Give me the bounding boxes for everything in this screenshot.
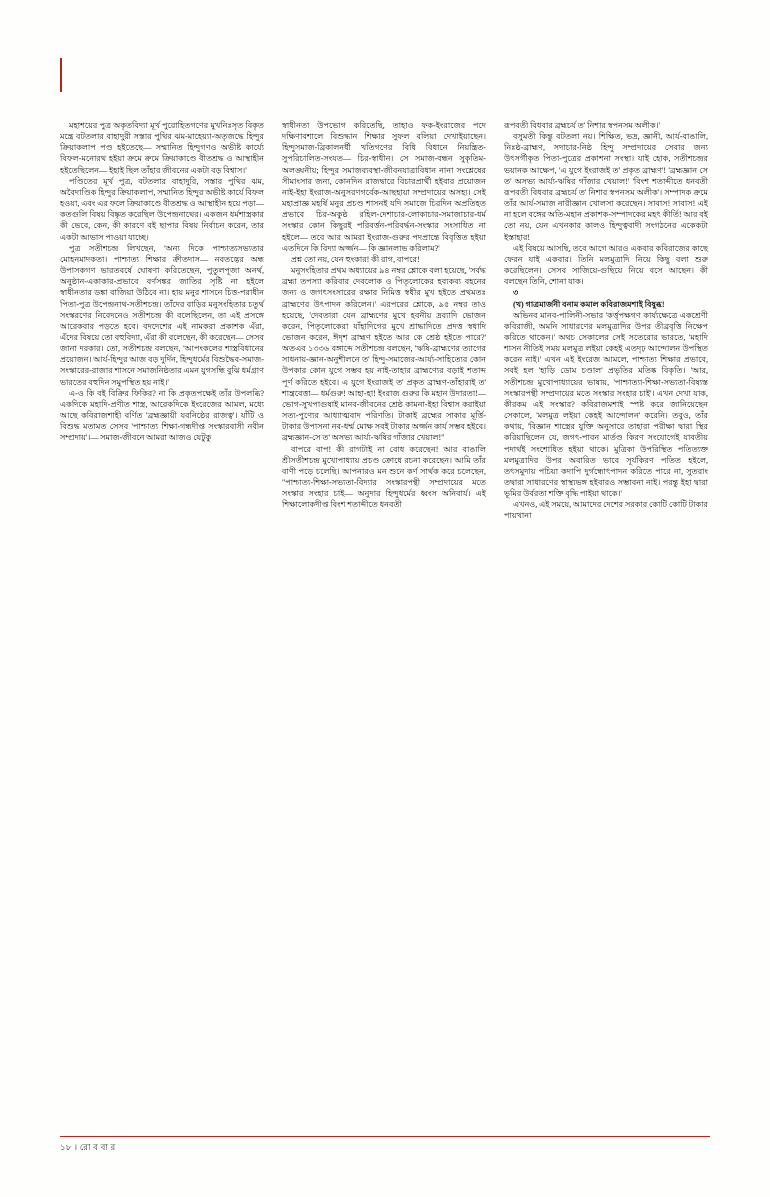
paragraph: এখনও, এই সময়ে, আমাদের দেশের সরকার কোটি কোটি টাকার পায়খানা bbox=[504, 500, 708, 521]
paragraph: স্বাধীনতা উপভোগ করিতেছি, তাহাও ফক-ইংরাজের পদে দক্ষিণাবশালে বিশুদ্ধান শিক্ষার সুফল বলিয়া দেখাইয়াছেন। হিন্দুসমাজ-ব্রিকালনর্ধী খতিগণের বিধি বিধানে নিয়ন্ত্রিত-সুপরিচালিত-সংযত— চির-স্বাধীন। সে সমাজ-বন্ধন সুকৃতিম-অলঙ্ঘনীয়; হিন্দুর সমাজব্যবস্থা-জীবনযাত্রাবিধান নানা সংশ্লেষের সীমাংসার জন্য, কোনদিন রাজদ্বারে বিচারপ্রার্থী হইবার প্রয়োজন নাই-ইহা ইংরাজ-অনুসরণগর্বেক-আছহায়া সম্প্রদায়ের অসহ্য। সেই মহাপ্রাজ্ঞ মহর্ষি মনুর প্রচণ্ড শাসনই যদি সমাজে চিরদিন অপ্রতিহত প্রভাবে চির-অকুষ্ঠ রহিল-দেশাচার-লোকাচার-সমাজাচার-ধর্ম সংস্কার কোন কিছুরই পরিবর্ত্তন-পরিবর্দ্ধন-সংস্কার সংসাধিত না হইলে— তবে আর আমরা ইংরাজ-গুরুর পদপ্রান্তে বিবৃত্তিত হইয়া এতদিনে কি বিদ্যা অর্জ্জন— কি জ্ঞানলাভ করিলাম?' bbox=[282, 121, 486, 253]
text-column-3 bbox=[504, 120, 708, 1120]
paragraph: প্রশ্ন তো নয়, যেন হুংকার! কী রাগ, বাপরে! bbox=[291, 254, 420, 264]
paragraph: পুত্র সতীশচন্দ্র লিখছেন, 'অন্য দিকে পাশ্চাত্যসভ্যতার মোহনমাদকতা। পাশ্চাত্য শিক্ষার ক্রীতদাস— নবতদ্ভের অন্ধ উপাসকগণ ভারতবর্ষে ঘোষণা করিতেছেন, পুতুলপূজা অনর্থ, অনুষ্ঠান-একাকার-প্রভাবে বর্ণসঙ্কর জাতির সৃষ্টি না হইলে স্বাধীনতার ডঙ্কা বাজিয়া উঠিবে না। হায় মনুর শাসনে চিত্ত-পরাধীন পিতা-পুত্র উপেন্দ্রনাথ-সতীশচন্দ্র। তাঁদের বাড়ির মনুসংহিতার চতুর্থ সংস্করণের নিবেদনেও সতীশচন্দ্র কী বলেছিলেন, তা এই প্রসঙ্গে আরেকবার পড়তে হবে। বদদেশের এই নামকরা প্রকাশক এঁরা, এঁদের বিষয়ে তো বহুবিদ্যা, এঁরা কী বলেছেন, কী করেছেন— সেসব জানা দরকার। তো, সতীশচন্দ্র বলছেন, 'আপংকলের শাস্ত্রবিধানের প্রয়োজন। আর্য-হিন্দুর আজ বড় দুর্দিন, হিন্দুধর্মের বিশুদ্ধৈব-সমাজ-সংস্কারের-রাজার শাসনে সমাজনিষ্ঠতার এমন যুগসন্ধি বুঝি ধর্মগ্রাণ ভারতের বহুদিন সমুপস্থিত হয় নাই।' bbox=[60, 243, 264, 387]
text-column-2 bbox=[282, 120, 486, 1120]
article-columns bbox=[60, 120, 710, 1120]
paragraph: এ-ও কি বই বিক্রির ফিকির? না কি প্রকৃতপক্ষেই তাঁর উপলব্ধি? একদিকে মহাদি-প্রণীত শাস্ত্র, আরেকদিকে ইংরেজের আমল, মধ্যে আছে কবিরাজশাহী বর্ণিত 'ব্রহ্মজ্ঞায়ী যবনিষ্ঠের রাজত্ব'। যাঁটি ও বিশুদ্ধ মতামত সেসব 'পাশ্চাত্য শিক্ষা-গন্ধদীপ্ত সংস্কারবাসী নবীন সম্প্রদায়'।— সমাজ-জীবনে আমরা আজও যেটুকু bbox=[60, 388, 264, 443]
paragraph: মহাশয়ের পুত্র অকৃতবিদ্যা মূর্খ পুরোহিতগণের মুখনিঃসৃত বিকৃত মন্ত্রে বটতলার বাহাদুরী সস্তার পুথির ঝম-মাহেয়্যা-অতৃজদ্ধে হিন্দুর ক্রিয়াকলাপ পণ্ড হইতেছে— সম্মানিত হিন্দুগণও অভীষ্ট কার্য্যে বিফল-মনোরথ হইয়া ক্রমে ক্রমে ক্রিয়াকাণ্ডে বীতশ্রদ্ধ ও আস্থাহীন হইতেছিলেন— ইহাই ছিল তাঁহার জীবনের একটা বড় বিশ্বাস।' bbox=[60, 121, 264, 175]
section-number: ৩ bbox=[513, 288, 519, 298]
paragraph: এই বিষয়ে আসছি, তবে আগে আরও একবার কবিরাজের কাছে ফেরন যাই একবার। তিনি মলমুত্রাদি নিয়ে কিছু বলা শুরু করেছিলেন। সেসব সাজিয়ে-গুছিয়ে নিয়ে বসে আছেন। কী বলছেন তিনি, শোনা যাক। bbox=[504, 243, 708, 287]
section-heading: (খ) গাত্রমার্জনী বনাম কমাল কবিরাজমশাই বিষুব্ধ! bbox=[513, 299, 665, 309]
page-number: ১৮ । রো ব বা র bbox=[60, 1142, 116, 1152]
text-column-1 bbox=[60, 120, 264, 1120]
paragraph: পণ্ডিতের মূর্খ পুত্র, বটতলার বাহাদুরি, সস্তার পুথির ঝম, অবৈদাণ্ডিক হিন্দুর ক্রিয়াকলাপ, সম্মানিত হিন্দুর অভীষ্ট কার্যে বিফল হওয়া, এবং এর ফলে ক্রিয়াকাণ্ডে বীতশ্রদ্ধ ও আস্থাহীন হয়ে পড়া— কতগুলি বিষয় বিষ্কৃত করেছিল উপেন্দ্রনাথের। একজন ধর্মশাস্ত্রকার কী ভেবে, কেন, কী কারণে বই ছাপার বিষয় নির্বাচন করেন, তার একটা আভাস পাওয়া যাচ্ছে। bbox=[60, 176, 264, 242]
top-accent-rule bbox=[60, 58, 62, 92]
paragraph: বসুমতী কিন্তু বটতলা নয়। শিক্ষিত, ভদ্র, জ্ঞানী, আর্য-বাঙালি, নিঃষ্ঠ-ব্রাহ্মণ, সদাচার-নিষ্ঠ হিন্দু সম্প্রদায়ের সেবার জন্য উৎসর্গীকৃত পিতা-পুত্রের প্রকাশনা সংস্থা। যাই হোক, সতীশচন্দ্রর ভয়ানক আক্ষেপ, 'এ যুগে ইংরাজই ত' প্রকৃত ব্রাহ্মণ'! 'ব্রহ্মজ্ঞান সে ত' অসভ্য আর্য্য-ঋষির গাঁজার খেয়াল!' 'বিংশ শতাব্দীতে ধনবতী রূপবতী বিধবার ব্রহ্মচর্য ত' নিশার স্বপনসম অলীক'। সম্পাদক ক্রমে তাঁর আর্য-সমাজ নারীজ্ঞান খোলসা করেছেন। সাবাস! সাবাস! এই না হলে বঙ্গের অতি-মহান প্রকাশক-সম্পাদকের মহৎ কীর্তি! আর বই তো নয়, যেন এখনকার কালও হিন্দুত্ববাদী সংগঠনের একেকটা ইস্তাহার! bbox=[504, 132, 708, 242]
paragraph: মনুসংহিতার প্রথম অধ্যায়ের ৯৪ নম্বর শ্লোকে বলা হয়েছে, 'সর্বদ্ধ ব্রহ্মা তপস্যা করিবার দেবলোক ও পিতৃলোকের হব্যকব্য বহনের জন্য ও জগৎসংসারের রক্ষার নিমিত্ত স্বধীর মুখ হইতে প্রথমতঃ ব্রাহ্মণের উৎপাদন করিলেন।' এরপরের শ্লোকে, ৯৫ নম্বর তাও হয়েছে, 'দেবতারা যেন ব্রাহ্মণের মুখে হবনীয় দ্রব্যাদি ভোজন করেন, পিতৃলোকেরা যাঁহাদিগের মুখে শ্রাদ্ধাদিতে প্রদত্ত স্বধাদি ভোজন করেন, ঈদৃশ ব্রাহ্মণ হইতে আর কে শ্রেষ্ঠ হইতে পারে?' অতএব ১৩৩৬ বঙ্গাব্দে সতীশচন্দ্র বলছেন, 'ঋষি-ব্রাহ্মণের ত্যাগের সাধনায়-জ্ঞান-অনুশীলনে ত' হিন্দু-সমাজের-আর্য্য-সাহিত্যের কোন উপকার কোন যুগে সম্ভব হয় নাই-তাহার ব্রাহ্মণ্যের বড়াই শতাব্দ পূর্ণ করিতে হইবে। এ যুগে ইংরাজই ত' প্রকৃত ব্রাহ্মণ-তাঁহারাই ত' শান্ত্রবেত্তা— ধর্মগুরু! আহা-হা! ইংরাজ গুরুর কি মহান উদারতা!— ভোগ-সুখপাগুষাই মানব-জীবনের শ্রেষ্ঠ কামনা-ইহা বিশ্বাস করাইয়া সত্য-পুণ্যের আধ্যাত্মবাদ পরিণতি। টাকাই ব্রহ্মের সাকার মূর্ত্তি-টাকার উপাসনা নব-ধর্ম্ম মোক্ষ সবই টাকার অর্জ্জন কার্য সম্ভব হইবে। ব্রহ্মজ্ঞান-সে ত' অসভ্য আর্য্য-ঋষির গাঁজার খেয়াল!" bbox=[282, 266, 486, 443]
paragraph: রূপবতী বিধবার ব্রহ্মচর্য ত' নিশার স্বপনসম অলীক।' bbox=[504, 121, 660, 130]
page-footer bbox=[60, 1136, 710, 1155]
paragraph: বাপরে বাপ! কী রাগটাই না বোধ করেছেন! আর বাঙালি শ্রীসতীশচন্দ্র মুখোপাধ্যায় প্রচণ্ড ক্রোধে রচনা করেছেন। আমি তাঁর বাণী পড়ে চলেছি। আপনারও মন শুনে কর্ণ সার্থক করে চলেছেন, "পাশ্চাত্য-শিক্ষা-সভ্যতা-বিদ্যার সংস্কারপন্থী সম্প্রদায়ের মতে সংস্কার সংহার চাই— অনুদার হিন্দুধর্মের ধ্বংস অনিবার্য। এই শিক্ষালোকদীপ্ত বিংশ শতাব্দীতে ধনবতী bbox=[282, 444, 486, 510]
paragraph: অভিনব মানব-পালিনী-সভার 'কর্ত্তৃপক্ষগণ কার্য্যক্ষেত্রে একশ্রেণী কবিরাজী, অমনি সাধারণের মলমুত্রাদির উপর তীব্রবৃত্তি নিক্ষেপ করিতে থাকেন।' অথচ সেকালের সেই সতেরোর ভারতে, 'মহাদি শাসন নীতিই সময় মলমুত্র লইয়া কেহই এতদৃঢ় আন্দোলন উপস্থিত করেন নাই।' এখন এই ইংরেজ আমলে, পাশ্চাত্য শিক্ষার প্রভাবে, সবই হল 'হাড়ি ডোম চণ্ডাল' প্রভৃতির মতিষ্ক বিকৃতি। 'আর, সতীশচন্দ্র মুখোপাধ্যায়ের ভাষায়, 'পাশ্চাত্যা-শিক্ষা-সভ্যতা-বিষ্যস্ত সংস্কারপন্থী সম্প্রদায়ের মতে সংস্কার সংহার চাই'। এখন দেখা যাক, কীরকম এই সংস্কার? কবিরাজমশাই স্পষ্ট করে জানিয়েছেন সেকালে, 'মলমুত্র লইয়া কেহই আন্দোলন' করেনি। তবুও, তাঁর কথায়, 'বিজ্ঞান শাস্ত্রের যুক্তি অনুসারে তাহারা পরীক্ষা দ্বারা স্থির করিয়াছিলেন যে, জগৎ-পাবন মার্তণ্ড কিরণ সংযোগেই যাবতীয় পদার্থই সংশোধিত হইয়া থাকে। মুত্রিকা উপরিস্থিত পতিত্যক্ত মলমুত্রাদির উপর অবারিত ভাবে সূর্যকিরণ পতিত হইলে, তৎসমুদায় পচিয়া কদাপি দুর্গন্ধোৎপাদন করিতে পারে না, সুতরাং তদ্বারা সাধারণের স্বাস্থ্যভঙ্গ হইবারও সম্ভাবনা নাই। পরন্তু ইহা দ্বারা ভূমির উর্বরতা শক্তি বৃদ্ধি পাইয়া থাকে।' bbox=[504, 310, 708, 499]
